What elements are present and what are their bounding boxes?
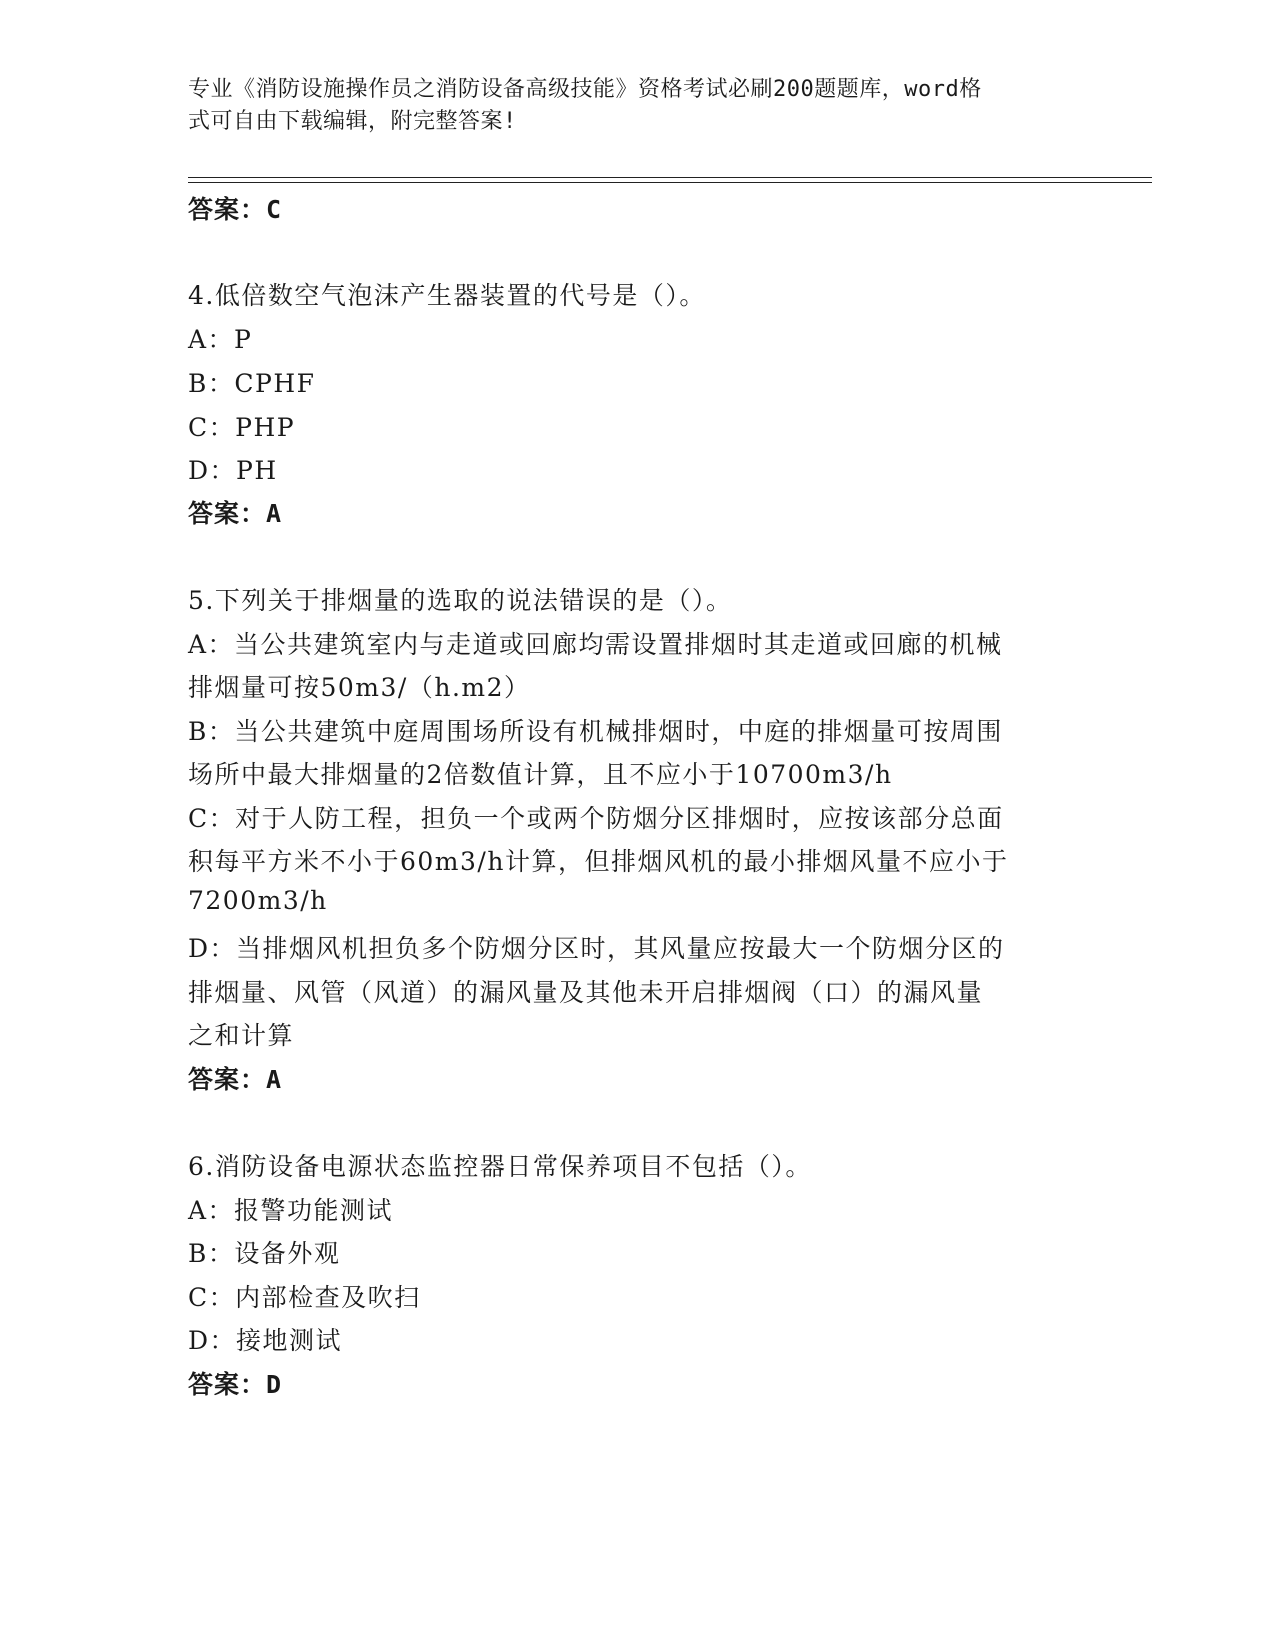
answer-q5: 答案：A — [188, 1065, 283, 1094]
question-6-option-c: C：内部检查及吹扫 — [188, 1283, 421, 1312]
question-6-text: 6.消防设备电源状态监控器日常保养项目不包括（）。 — [188, 1152, 812, 1181]
question-5-option-c-line-3: 7200m3/h — [188, 886, 328, 915]
question-5-option-b-line-2: 场所中最大排烟量的2倍数值计算，且不应小于10700m3/h — [188, 760, 893, 789]
answer-q3: 答案：C — [188, 195, 283, 224]
question-5-option-a-line-2: 排烟量可按50m3/（h.m2） — [188, 673, 531, 702]
document-header — [188, 74, 1068, 138]
question-4-option-a: A：P — [188, 325, 253, 354]
question-5-option-c-line-1: C：对于人防工程，担负一个或两个防烟分区排烟时，应按该部分总面 — [188, 804, 1004, 833]
question-6-option-d: D：接地测试 — [188, 1326, 343, 1355]
question-4-text: 4.低倍数空气泡沫产生器装置的代号是（）。 — [188, 281, 706, 310]
question-4-option-d: D：PH — [188, 456, 278, 485]
question-5-option-d-line-1: D：当排烟风机担负多个防烟分区时，其风量应按最大一个防烟分区的 — [188, 934, 1005, 963]
question-5-option-d-line-2: 排烟量、风管（风道）的漏风量及其他未开启排烟阀（口）的漏风量 — [188, 978, 984, 1007]
header-divider-top — [188, 177, 1152, 178]
question-6-option-a: A：报警功能测试 — [188, 1196, 394, 1225]
question-5-option-d-line-3: 之和计算 — [188, 1021, 295, 1050]
question-4-option-b: B：CPHF — [188, 369, 316, 398]
answer-q6: 答案：D — [188, 1370, 283, 1399]
question-5-option-b-line-1: B：当公共建筑中庭周围场所设有机械排烟时，中庭的排烟量可按周围 — [188, 717, 1003, 746]
header-line-2: 式可自由下载编辑，附完整答案! — [188, 109, 517, 134]
question-4-option-c: C：PHP — [188, 413, 296, 442]
question-6-option-b: B：设备外观 — [188, 1239, 341, 1268]
question-5-option-c-line-2: 积每平方米不小于60m3/h计算，但排烟风机的最小排烟风量不应小于 — [188, 847, 1009, 876]
answer-q4: 答案：A — [188, 499, 283, 528]
question-5-text: 5.下列关于排烟量的选取的说法错误的是（）。 — [188, 586, 733, 615]
header-line-1: 专业《消防设施操作员之消防设备高级技能》资格考试必刷200题题库，word格 — [188, 77, 982, 102]
header-divider-bottom — [188, 182, 1152, 183]
question-5-option-a-line-1: A：当公共建筑室内与走道或回廊均需设置排烟时其走道或回廊的机械 — [188, 630, 1003, 659]
